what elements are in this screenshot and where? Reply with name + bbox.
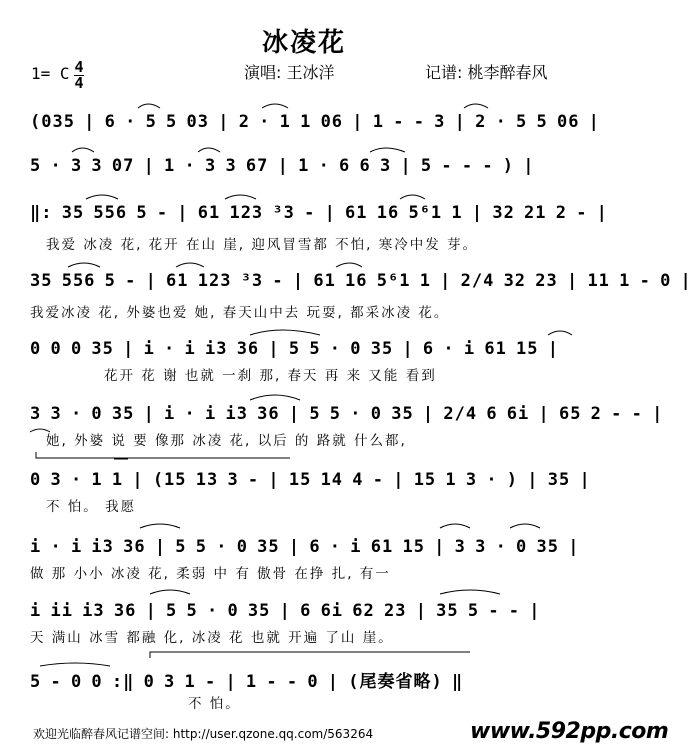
lyrics-line: 她, 外婆 说 要 像那 冰凌 花, 以后 的 路就 什么都,	[46, 433, 407, 449]
time-signature-top: 4	[74, 58, 84, 76]
notes-line: 3 3 · 0 35 | i · i i3 36 | 5 5 · 0 35 | 2/4 6 6i | 65 2 - - |	[30, 404, 664, 424]
lyrics-line: 我爱冰凌 花, 外婆也爱 她, 春天山中去 玩耍, 都采冰凌 花。	[30, 305, 450, 321]
lyrics-line: 不 怕。 我愿	[46, 499, 137, 515]
lyrics-line: 花开 花 谢 也就 一刹 那, 春天 再 来 又能 看到	[104, 368, 437, 384]
notes-line: 0 3 · 1 1 | (15 13 3 - | 15 14 4 - | 15 1 3 · ) | 35 |	[30, 470, 591, 490]
lyrics-line: 做 那 小小 冰凌 花, 柔弱 中 有 傲骨 在挣 扎, 有一	[30, 566, 391, 582]
time-signature-bottom: 4	[74, 74, 84, 92]
notes-line: i ii i3 36 | 5 5 · 0 35 | 6 6i 62 23 | 35 5 - - |	[30, 601, 541, 621]
site-watermark: www.592pp.com	[470, 719, 669, 744]
lyrics-line: 不 怕。	[188, 696, 241, 712]
singer-credit: 演唱: 王冰洋	[244, 63, 335, 82]
notes-line: 5 - 0 0 :‖ 0 3 1 - | 1 - - 0 | (尾奏省略) ‖	[30, 672, 464, 692]
song-title: 冰凌花	[262, 28, 347, 58]
transcriber-credit: 记谱: 桃李醉春风	[425, 63, 548, 82]
notes-line: (035 | 6 · 5 5 03 | 2 · 1 1 06 | 1 - - 3 | 2 · 5 5 06 |	[30, 112, 600, 132]
notes-line: 35 556 5 - | 61 123 ³3 - | 61 16 5⁶1 1 | 2/4 32 23 | 11 1 - 0 |	[30, 271, 692, 291]
lyrics-line: 天 满山 冰雪 都融 化, 冰凌 花 也就 开遍 了山 崖。	[30, 630, 394, 646]
footer-credit: 欢迎光临醉春风记谱空间: http://user.qzone.qq.com/563264	[33, 727, 374, 741]
key-signature: 1= C	[31, 64, 70, 83]
notes-line: ‖: 35 556 5 - | 61 123 ³3 - | 61 16 5⁶1 1 | 32 21 2 - |	[30, 203, 608, 223]
notes-line: 0 0 0 35 | i · i i3 36 | 5 5 · 0 35 | 6 · i 61 15 |	[30, 339, 559, 359]
lyrics-line: 我爱 冰凌 花, 花开 在山 崖, 迎风冒雪都 不怕, 寒冷中发 芽。	[46, 237, 478, 253]
notes-line: i · i i3 36 | 5 5 · 0 35 | 6 · i 61 15 | 3 3 · 0 35 |	[30, 537, 580, 557]
notes-line: 5 · 3 3 07 | 1 · 3 3 67 | 1 · 6 6 3 | 5 - - - ) |	[30, 156, 535, 176]
